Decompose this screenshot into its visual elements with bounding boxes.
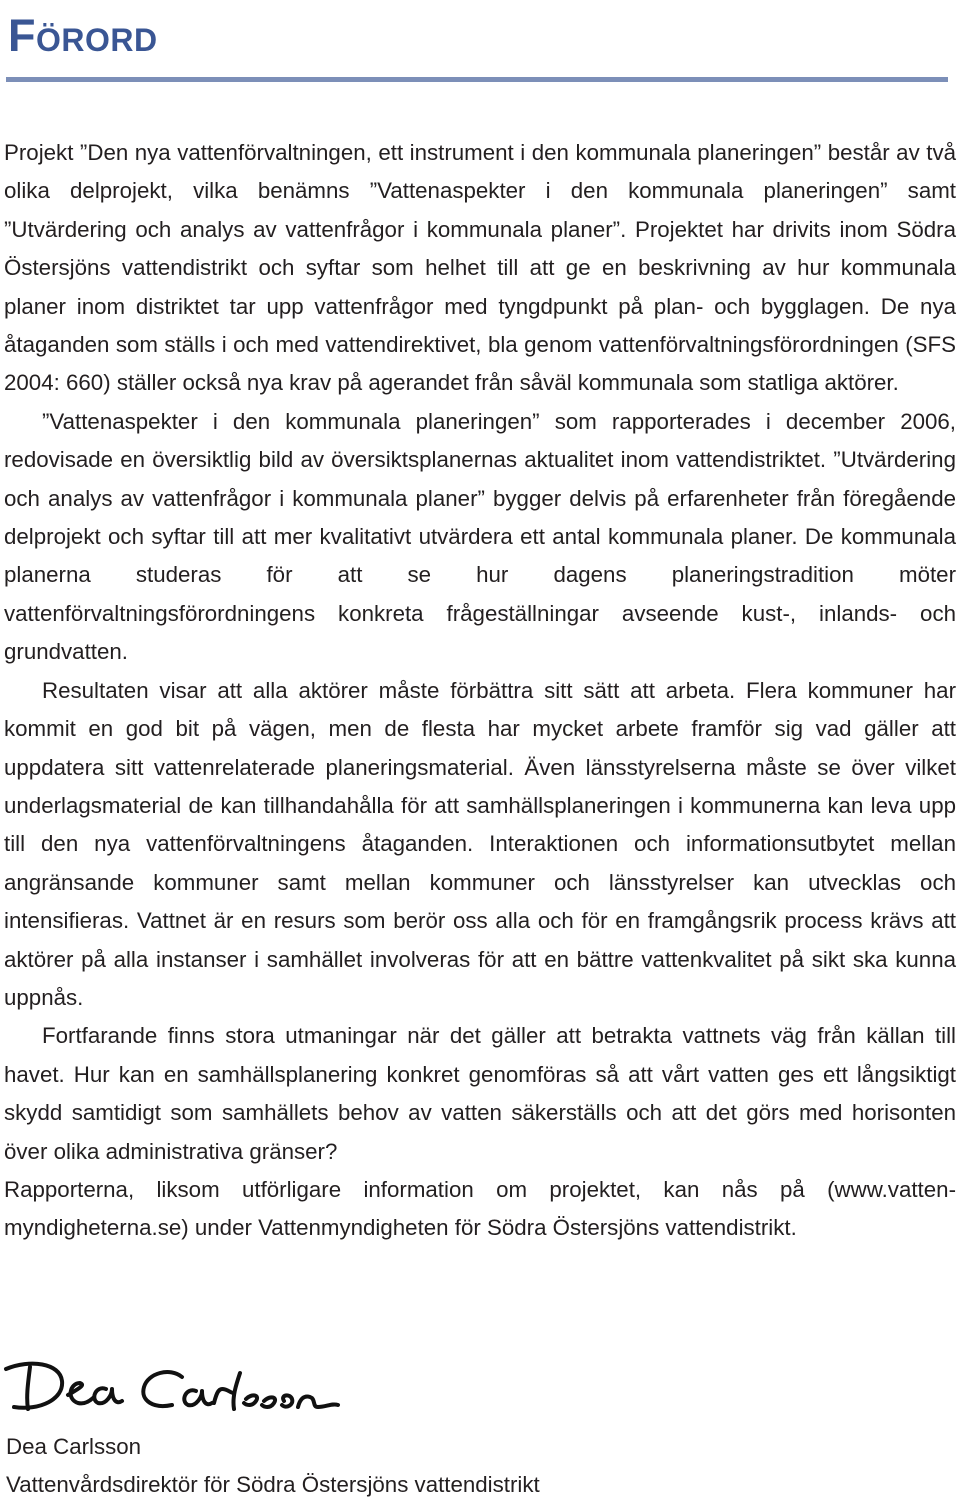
foreword-body [4, 134, 956, 1248]
paragraph-utmaningar: Fortfarande finns stora utmaningar när det gäller att betrakta vattnets väg från källan till havet. Hur kan en samhällsplanering konkret genomföras så att vårt vatten ges ett långsiktigt skydd samtidigt som samhällets behov av vatten säkerställs och att det görs med horisonten över olika administrativa gränser? [4, 1023, 956, 1164]
signatory-title: Vattenvårdsdirektör för Södra Östersjöns vattendistrikt [6, 1472, 540, 1498]
paragraph-vattenaspekter: ”Vattenaspekter i den kommunala planeringen” som rapporterades i december 2006, redovisade en översiktlig bild av översiktsplanernas aktualitet inom vattendistriktet. ”Utvärdering och analys av vattenfrågor i kommunala planer” bygger delvis på erfarenheter från föregående delprojekt och syftar till att mer kvalitativt utvärdera ett antal kommunala planer. De kommunala planerna studeras för att se hur dagens planeringstradition möter vattenförvaltningsförordningens konkreta frågeställningar avseende kust-, inlands- och grundvatten. [4, 408, 956, 665]
page-title: Förord [8, 10, 158, 61]
paragraph-intro: Projekt ”Den nya vattenförvaltningen, ett instrument i den kommunala planeringen” består av två olika delprojekt, vilka benämns ”Vattenaspekter i den kommunala planeringen” samt ”Utvärdering och analys av vattenfrågor i kommunala planer”. Projektet har drivits inom Södra Östersjöns vattendistrikt och syftar som helhet till att ge en beskrivning av hur kommunala planer inom distriktet tar upp vattenfrågor med tyngdpunkt på plan- och bygglagen. De nya åtaganden som ställs i och med vattendirektivet, bla genom vattenförvaltningsförordningen (SFS 2004: 660) ställer också nya krav på agerandet från såväl kommunala som statliga aktörer. [4, 140, 956, 396]
paragraph-rapporter: Rapporterna, liksom utförligare information om projektet, kan nås på (www.vattenmyndigheterna.se) under Vattenmyndigheten för Södra Östersjöns vattendistrikt. [4, 1176, 956, 1241]
signature-block [6, 1428, 540, 1505]
signatory-name: Dea Carlsson [6, 1434, 142, 1459]
title-rule [6, 77, 948, 82]
handwritten-signature [0, 1355, 345, 1417]
paragraph-resultat: Resultaten visar att alla aktörer måste förbättra sitt sätt att arbeta. Flera kommuner har kommit en god bit på vägen, men de flesta har mycket arbete framför sig vad gäller att uppdatera sitt vattenrelaterade planeringsmaterial. Även länsstyrelserna måste se över vilket underlagsmaterial de kan tillhandahålla för att samhällsplaneringen i kommunerna kan leva upp till den nya vattenförvaltningens åtaganden. Interaktionen och informationsutbytet mellan angränsande kommuner samt mellan kommuner och länsstyrelser kan utvecklas och intensifieras. Vattnet är en resurs som berör oss alla och för en framgångsrik process krävs att aktörer på alla instanser i samhället involveras för att en bättre vattenkvalitet på sikt ska kunna uppnås. [4, 677, 956, 1010]
